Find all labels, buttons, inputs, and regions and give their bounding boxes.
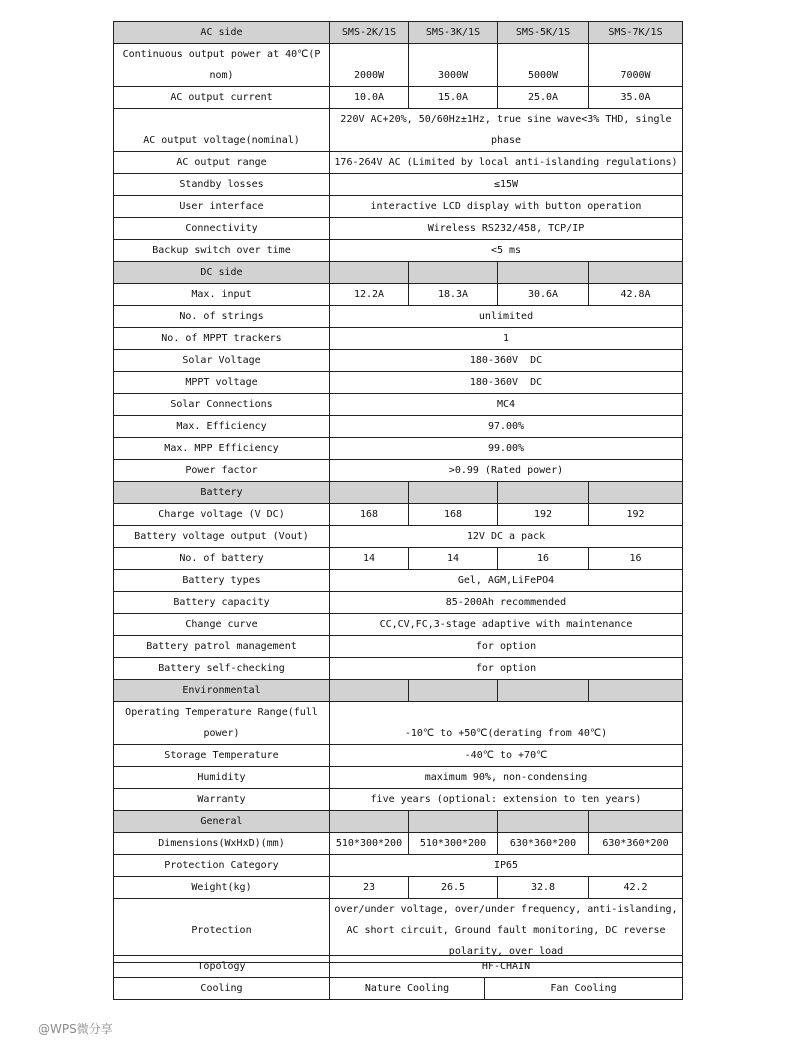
dc-header-row	[114, 262, 683, 284]
cell-value: 18.3A	[409, 284, 498, 306]
row-label: Humidity	[114, 767, 330, 789]
cell-value: ≤15W	[330, 174, 683, 196]
row-label: Topology	[114, 956, 330, 978]
row-label: Protection Category	[114, 855, 330, 877]
empty-cell	[409, 811, 498, 833]
empty-cell	[498, 482, 589, 504]
cell-value: 23	[330, 877, 409, 899]
row-label: Operating Temperature Range(full power)	[114, 702, 330, 745]
table-row	[114, 416, 683, 438]
empty-cell	[498, 680, 589, 702]
cell-value: 25.0A	[498, 87, 589, 109]
model-header: SMS-2K/1S	[330, 22, 409, 44]
empty-cell	[330, 811, 409, 833]
row-label: Storage Temperature	[114, 745, 330, 767]
cell-value: for option	[330, 636, 683, 658]
row-label: MPPT voltage	[114, 372, 330, 394]
cell-value: maximum 90%, non-condensing	[330, 767, 683, 789]
row-label: Max. MPP Efficiency	[114, 438, 330, 460]
cell-value: 192	[589, 504, 683, 526]
cell-value: 630*360*200	[498, 833, 589, 855]
general-section-title: General	[114, 811, 330, 833]
battery-section-title: Battery	[114, 482, 330, 504]
table-row	[114, 702, 683, 745]
table-row	[114, 789, 683, 811]
cell-value: MC4	[330, 394, 683, 416]
table-row	[114, 504, 683, 526]
row-label: Battery patrol management	[114, 636, 330, 658]
row-label: Max. input	[114, 284, 330, 306]
table-row	[114, 438, 683, 460]
cell-value: Nature Cooling	[330, 978, 485, 1000]
table-row	[114, 548, 683, 570]
row-label: Cooling	[114, 978, 330, 1000]
cooling-table	[113, 955, 683, 1000]
cell-value: 5000W	[498, 44, 589, 87]
empty-cell	[330, 262, 409, 284]
table-row	[114, 218, 683, 240]
table-row	[114, 767, 683, 789]
cell-value: 180-360V DC	[330, 372, 683, 394]
row-label: Battery types	[114, 570, 330, 592]
table-row	[114, 877, 683, 899]
row-label: Power factor	[114, 460, 330, 482]
table-row	[114, 306, 683, 328]
cell-value: 7000W	[589, 44, 683, 87]
cell-value: 192	[498, 504, 589, 526]
table-row	[114, 174, 683, 196]
battery-header-row	[114, 482, 683, 504]
table-row	[114, 284, 683, 306]
row-label: Max. Efficiency	[114, 416, 330, 438]
table-row	[114, 570, 683, 592]
table-row	[114, 658, 683, 680]
cell-value: 14	[409, 548, 498, 570]
cell-value: 630*360*200	[589, 833, 683, 855]
table-row	[114, 745, 683, 767]
table-row	[114, 394, 683, 416]
cell-value: 32.8	[498, 877, 589, 899]
table-row	[114, 196, 683, 218]
table-row	[114, 855, 683, 877]
cell-value: 12.2A	[330, 284, 409, 306]
cell-value: 2000W	[330, 44, 409, 87]
row-label: Dimensions(WxHxD)(mm)	[114, 833, 330, 855]
cell-value: 16	[498, 548, 589, 570]
cell-value: 180-360V DC	[330, 350, 683, 372]
empty-cell	[409, 680, 498, 702]
cell-value: five years (optional: extension to ten years)	[330, 789, 683, 811]
row-label: AC output current	[114, 87, 330, 109]
cell-value: 26.5	[409, 877, 498, 899]
empty-cell	[589, 482, 683, 504]
cell-value: 99.00%	[330, 438, 683, 460]
row-label: Weight(kg)	[114, 877, 330, 899]
row-label: Battery self-checking	[114, 658, 330, 680]
row-label: Battery voltage output (Vout)	[114, 526, 330, 548]
empty-cell	[589, 811, 683, 833]
row-label: Protection	[114, 899, 330, 963]
spec-table	[113, 21, 683, 963]
empty-cell	[589, 680, 683, 702]
model-header: SMS-7K/1S	[589, 22, 683, 44]
cell-value: Wireless RS232/458, TCP/IP	[330, 218, 683, 240]
cell-value: Fan Cooling	[485, 978, 683, 1000]
row-label: Change curve	[114, 614, 330, 636]
cell-value: 85-200Ah recommended	[330, 592, 683, 614]
cell-value: 35.0A	[589, 87, 683, 109]
table-row	[114, 614, 683, 636]
table-row	[114, 109, 683, 152]
row-label: Solar Connections	[114, 394, 330, 416]
empty-cell	[409, 482, 498, 504]
cell-value: 510*300*200	[330, 833, 409, 855]
empty-cell	[498, 811, 589, 833]
cell-value: <5 ms	[330, 240, 683, 262]
model-header: SMS-5K/1S	[498, 22, 589, 44]
cell-value: 16	[589, 548, 683, 570]
table-row	[114, 350, 683, 372]
row-label: Connectivity	[114, 218, 330, 240]
table-row	[114, 833, 683, 855]
cell-value: 12V DC a pack	[330, 526, 683, 548]
cell-value: 3000W	[409, 44, 498, 87]
empty-cell	[498, 262, 589, 284]
cell-value: 168	[330, 504, 409, 526]
cell-value: 10.0A	[330, 87, 409, 109]
cell-value: for option	[330, 658, 683, 680]
table-row	[114, 956, 683, 978]
cell-value: 14	[330, 548, 409, 570]
empty-cell	[589, 262, 683, 284]
env-section-title: Environmental	[114, 680, 330, 702]
cell-value: 97.00%	[330, 416, 683, 438]
row-label: No. of battery	[114, 548, 330, 570]
watermark: @WPS微分享	[38, 1022, 113, 1036]
row-label: Continuous output power at 40℃(P nom)	[114, 44, 330, 87]
row-label: AC output range	[114, 152, 330, 174]
table-row	[114, 44, 683, 87]
ac-section-title: AC side	[114, 22, 330, 44]
cell-value: 1	[330, 328, 683, 350]
cell-value: unlimited	[330, 306, 683, 328]
cell-value: IP65	[330, 855, 683, 877]
table-row	[114, 636, 683, 658]
cell-value: 42.2	[589, 877, 683, 899]
table-row	[114, 978, 683, 1000]
row-label: Charge voltage (V DC)	[114, 504, 330, 526]
table-row	[114, 460, 683, 482]
empty-cell	[330, 680, 409, 702]
table-row	[114, 240, 683, 262]
dc-section-title: DC side	[114, 262, 330, 284]
row-label: Warranty	[114, 789, 330, 811]
general-header-row	[114, 811, 683, 833]
table-row	[114, 526, 683, 548]
model-header: SMS-3K/1S	[409, 22, 498, 44]
table-row	[114, 372, 683, 394]
cell-value: 168	[409, 504, 498, 526]
table-row	[114, 87, 683, 109]
cell-value: 30.6A	[498, 284, 589, 306]
cell-value: CC,CV,FC,3-stage adaptive with maintenance	[330, 614, 683, 636]
env-header-row	[114, 680, 683, 702]
row-label: User interface	[114, 196, 330, 218]
cell-value: 15.0A	[409, 87, 498, 109]
cell-value: 42.8A	[589, 284, 683, 306]
row-label: Backup switch over time	[114, 240, 330, 262]
cell-value: over/under voltage, over/under frequency, anti-islanding, AC short circuit, Ground fault monitoring, DC reverse polarity, over load	[330, 899, 683, 963]
row-label: AC output voltage(nominal)	[114, 109, 330, 152]
cell-value: Gel, AGM,LiFePO4	[330, 570, 683, 592]
row-label: Solar Voltage	[114, 350, 330, 372]
cell-value: 510*300*200	[409, 833, 498, 855]
cell-value: -10℃ to +50℃(derating from 40℃)	[330, 702, 683, 745]
ac-header-row	[114, 22, 683, 44]
cell-value: 176-264V AC (Limited by local anti-islanding regulations)	[330, 152, 683, 174]
table-row	[114, 899, 683, 963]
row-label: No. of MPPT trackers	[114, 328, 330, 350]
cell-value: 220V AC+20%, 50/60Hz±1Hz, true sine wave<3% THD, single phase	[330, 109, 683, 152]
cell-value: >0.99 (Rated power)	[330, 460, 683, 482]
empty-cell	[409, 262, 498, 284]
cell-value: interactive LCD display with button operation	[330, 196, 683, 218]
row-label: Standby losses	[114, 174, 330, 196]
row-label: Battery capacity	[114, 592, 330, 614]
cell-value: -40℃ to +70℃	[330, 745, 683, 767]
empty-cell	[330, 482, 409, 504]
table-row	[114, 328, 683, 350]
table-row	[114, 152, 683, 174]
row-label: No. of strings	[114, 306, 330, 328]
cell-value: HF-CHAIN	[330, 956, 683, 978]
table-row	[114, 592, 683, 614]
